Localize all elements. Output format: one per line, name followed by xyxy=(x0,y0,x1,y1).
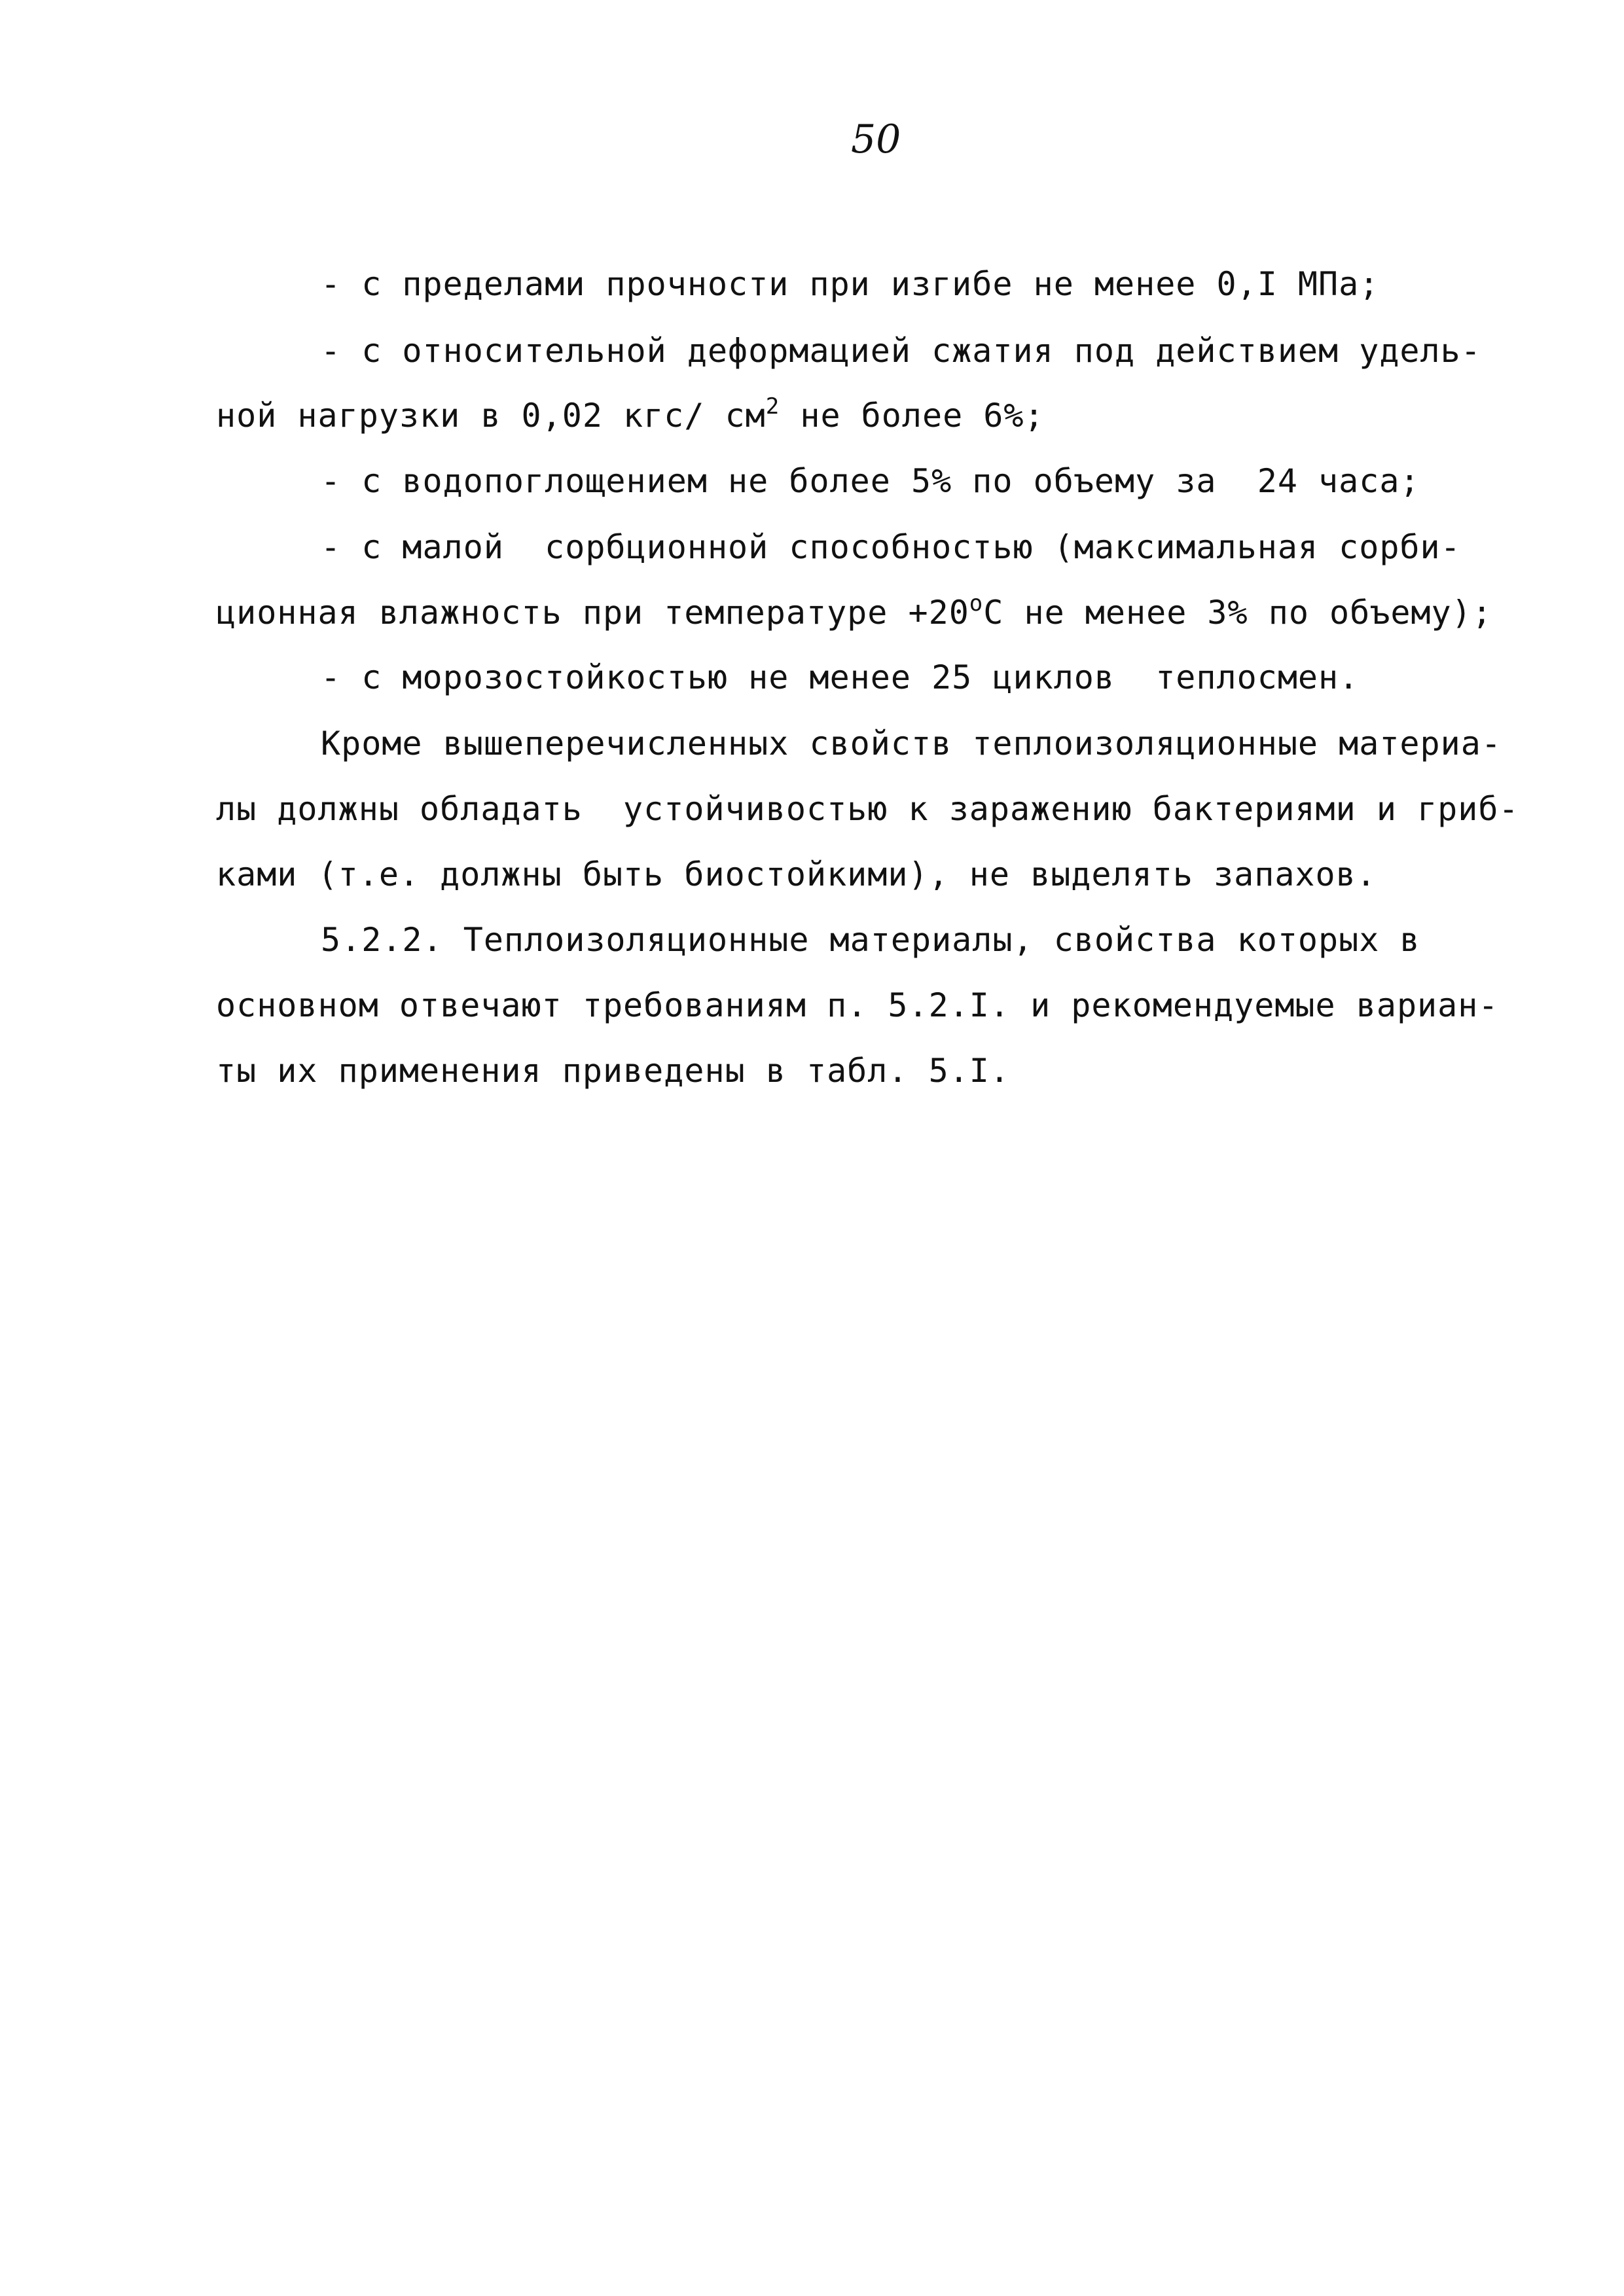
text-line-besides: Кроме вышеперечисленных свойств теплоизоляционные материа- xyxy=(321,725,1502,762)
text-line-load xyxy=(216,393,1045,435)
humidity-text: ционная влажность при температуре +20 xyxy=(216,594,969,632)
degree-sign: о xyxy=(969,590,984,617)
text-line-sorption: - с малой сорбционной способностью (максимальная сорби- xyxy=(321,528,1461,566)
text-line-section: 5.2.2. Теплоизоляционные материалы, свойства которых в xyxy=(321,921,1420,959)
superscript-two: 2 xyxy=(765,393,780,420)
page-number: 50 xyxy=(851,117,901,162)
text-line-deformation: - с относительной деформацией сжатия под действием удель- xyxy=(321,332,1481,370)
humidity-text-end: С не менее 3% по объему); xyxy=(983,594,1492,632)
text-line-frost: - с морозостойкостью не менее 25 циклов теплосмен. xyxy=(321,658,1360,696)
text-line-water-absorption: - с водопоглощением не более 5% по объему за 24 часа; xyxy=(321,462,1420,500)
text-line-biostability: ками (т.е. должны быть биостойкими), не выделять запахов. xyxy=(216,855,1377,893)
text-line-resistance: лы должны обладать устойчивостью к заражению бактериями и гриб- xyxy=(216,790,1519,828)
text-line-humidity xyxy=(216,590,1492,632)
text-line-requirements: основном отвечают требованиям п. 5.2.I. и рекомендуемые вариан- xyxy=(216,986,1499,1024)
text-line-strength: - с пределами прочности при изгибе не менее 0,I МПа; xyxy=(321,265,1380,303)
load-text: ной нагрузки в 0,02 кгс/ см xyxy=(216,397,766,435)
load-text-end: не более 6%; xyxy=(780,397,1045,435)
text-line-table-ref: ты их применения приведены в табл. 5.I. xyxy=(216,1052,1010,1090)
